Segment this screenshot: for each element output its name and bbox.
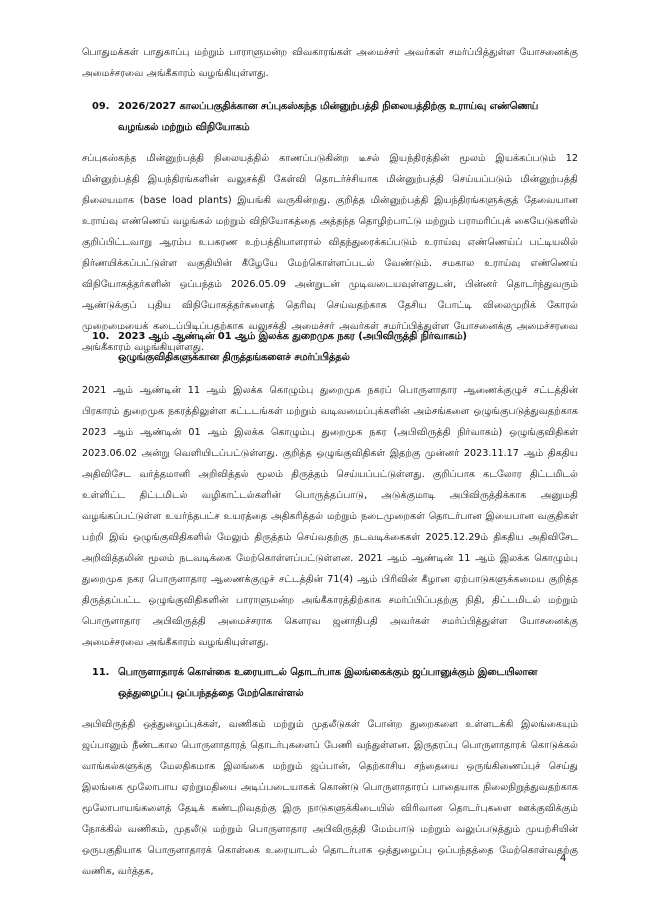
section-body-10: 2021 ஆம் ஆண்டின் 11 ஆம் இலக்க கொழும்பு துறைமுக நகரப் பொருளாதார ஆணைக்குழுச் சட்டத்தின் பிரகாரம் துறைமுக நகரத்திலுள்ள கட்டடங்கள் மற்றும் வடிவமைப்புக்களின் அம்சங்களை ஒழுங்குபடுத்துவதற்காக 2023 ஆம் ஆண்டின் 01 ஆம் இலக்க கொழும்பு துறைமுக நகர (அபிவிருத்தி நிர்வாகம்) ஒழுங்குவிதிகள் 2023.06.02 அன்று வெளியிடப்பட்டுள்ளது. குறித்த ஒழுங்குவிதிகள் இதற்கு முன்னர் 2023.11.17 ஆம் திகதிய அதிவிசேட வர்த்தமானி அறிவித்தல் மூலம் திருத்தம் செய்யப்பட்டுள்ளது. குறிப்பாக கடலோர திட்டமிடல் உள்ளிட்ட திட்டமிடல் வழிகாட்டல்களின் பொருத்தப்பாடு, அடுக்குமாடி அபிவிருத்திக்காக அனுமதி வழங்கப்பட்டுள்ள உயர்ந்தபட்ச உயரத்தை அதிகரித்தல் மற்றும் நடைமுறைகள் தொடர்பான இயைபான வகுதிகள் பற்றி இவ் ஒழுங்குவிதிகளில் மேலும் திருத்தம் செய்வதற்கு நடவடிக்கைகள் 2025.12.29ம் திகதிய அதிவிசேட அறிவித்தலின் மூலம் நடவடிக்கை மேற்கொள்ளப்பட்டுள்ளன. 2021 ஆம் ஆண்டின் 11 ஆம் இலக்க கொழும்பு துறைமுக நகர பொருளாதார ஆணைக்குழுச் சட்டத்தின் 71(4) ஆம் பிரிவின் கீழான ஏற்பாடுகளுக்கமைய குறித்த திருத்தப்பட்ட ஒழுங்குவிதிகளின் பாராளுமன்ற அங்கீகாரத்திற்காக சமர்ப்பிப்பதற்கு நிதி, திட்டமிடல் மற்றும் பொருளாதார அபிவிருத்தி அமைச்சராக கௌரவ ஜனாதிபதி அவர்கள் சமர்ப்பித்துள்ள யோசனைக்கு அமைச்சரவை அங்கீகாரம் வழங்கியுள்ளது. [82,385,578,648]
section-title-line1: பொருளாதாரக் கொள்கை உரையாடல் தொடர்பாக இலங்கைக்கும் ஜப்பானுக்கும் இடையிலான [118,667,538,678]
section-title-line2: ஒத்துழைப்பு ஒப்பந்தத்தை மேற்கொள்ளல் [118,688,304,699]
section-title-line2: வழங்கல் மற்றும் விநியோகம் [118,122,250,133]
section-number: 10. [92,331,110,342]
page-number: 4 [560,853,567,864]
section-heading-10 [92,326,572,368]
intro-paragraph: பொதுமக்கள் பாதுகாப்பு மற்றும் பாராளுமன்ற விவகாரங்கள் அமைச்சர் அவர்கள் சமர்ப்பித்துள்ள யோசனைக்கு அமைச்சரவை அங்கீகாரம் வழங்கியுள்ளது. [82,47,578,79]
section-number: 09. [92,101,110,112]
section-heading-09 [92,96,572,138]
section-body-11: அபிவிருத்தி ஒத்துழைப்புக்கள், வணிகம் மற்றும் முதலீடுகள் போன்ற துறைகளை உள்ளடக்கி இலங்கையும் ஜப்பானும் நீண்டகால பொருளாதாரத் தொடர்புகளைப் பேணி வந்துள்ளன. இருதரப்பு பொருளாதாரக் கொடுக்கல் வாங்கல்களுக்கு மேலதிகமாக இலங்கை மற்றும் ஜப்பான், தெற்காசிய சந்தையை ஒருங்கிணைப்புச் செய்து இலங்கை மூலோபாய ஏற்றுமதியை அடிப்படையாகக் கொண்டு பொருளாதாரப் பாதையாக நிலைநிறுத்துவதற்காக மூலோபாயங்களைத் தேடிக் கண்டறிவதற்கு இரு நாடுகளுக்கிடையில் விரிவான தொடர்புகளை ஊக்குவிக்கும் நோக்கில் வணிகம், முதலீடு மற்றும் பொருளாதார அபிவிருத்தி மேம்பாடு மற்றும் வலுப்படுத்தும் முயற்சியின் ஒருபகுதியாக பொருளாதாரக் கொள்கை உரையாடல் தொடர்பாக ஒத்துழைப்பு ஒப்பந்தத்தை மேற்கொள்வதற்கு வணிக, வர்த்தக, [82,719,578,877]
section-heading-11 [92,662,572,704]
section-title-line2: ஒழுங்குவிதிகளுக்கான திருத்தங்களைச் சமர்ப்பித்தல் [118,352,350,363]
section-title-line1: 2023 ஆம் ஆண்டின் 01 ஆம் இலக்க துறைமுக நகர (அபிவிருத்தி நிர்வாகம்) [118,331,467,342]
section-title-line1: 2026/2027 காலப்பகுதிக்கான சப்புகஸ்கந்த மின்னுற்பத்தி நிலையத்திற்கு உராய்வு எண்ணெய் [118,101,539,112]
section-body-09: சப்புகஸ்கந்த மின்னுற்பத்தி நிலையத்தில் காணப்படுகின்ற டீசல் இயந்திரத்தின் மூலம் இயக்கப்படும் 12 மின்னுற்பத்தி இயந்திரங்களின் வலுசக்தி கேள்வி தொடர்ச்சியாக மின்னுற்பத்தி செய்யப்படும் மின்னுற்பத்தி நிலையமாக (base load plants) இயங்கி வருகின்றது. குறித்த மின்னுற்பத்தி இயந்திரங்களுக்குத் தேவையான உராய்வு எண்ணெய் வழங்கல் மற்றும் விநியோகத்தை அத்தந்த தொழிற்பாட்டு மற்றும் பராமரிப்புக் கையேடுகளில் குறிப்பிட்டவாறு ஆரம்ப உபகரண உற்பத்தியாளரால் விதந்துரைக்கப்படும் உராய்வு எண்ணெய்ப் பட்டியலில் நிர்ணயிக்கப்பட்டுள்ள வகுதியின் கீழேயே மேற்கொள்ளப்படல் வேண்டும். சமகால உராய்வு எண்ணெய் விநியோகத்தர்களின் ஒப்பந்தம் 2026.05.09 அன்றுடன் முடிவடையவுள்ளதுடன், பின்னர் தொடர்ந்துவரும் ஆண்டுக்குப் புதிய விநியோகத்தர்களைத் தெரிவு செய்வதற்காக தேசிய போட்டி விலைமுறிக் கோரல் முறைமையைக் கடைப்பிடிப்பதற்காக வலுசக்தி அமைச்சர் அவர்கள் சமர்ப்பித்துள்ள யோசனைக்கு அமைச்சரவை அங்கீகாரம் வழங்கியுள்ளது. [82,153,578,353]
section-number: 11. [92,667,110,678]
